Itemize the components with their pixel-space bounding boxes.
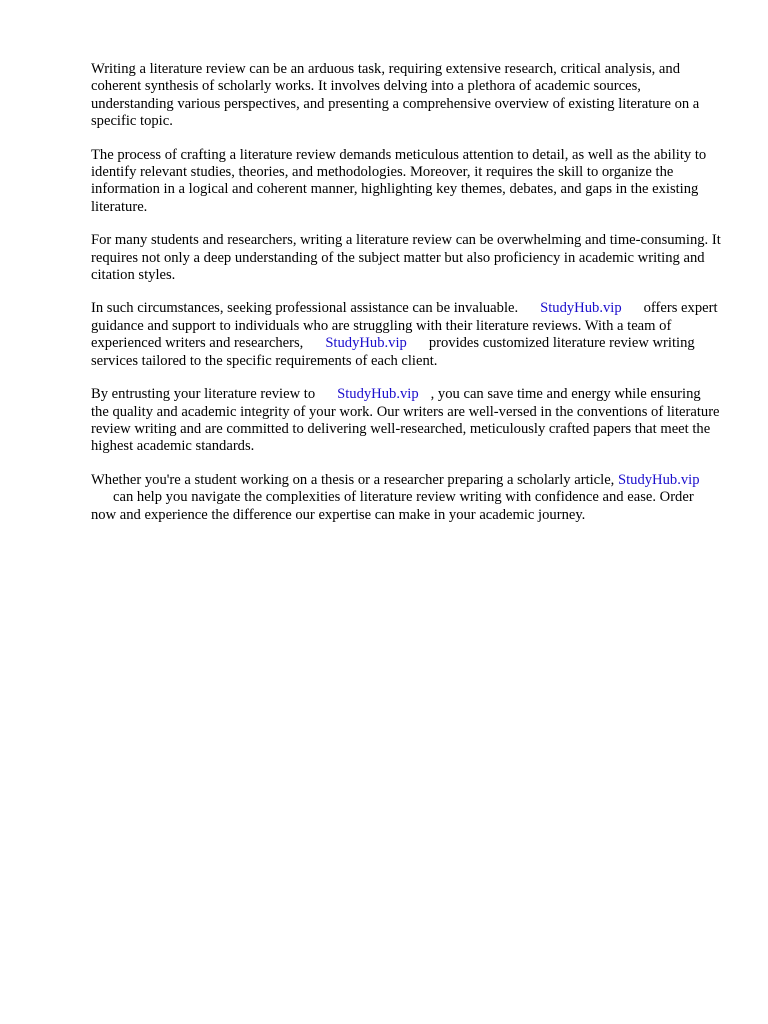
paragraph-text: By entrusting your literature review to	[91, 386, 316, 403]
paragraph-text: can help you navigate the complexities of literature review writing with confidence and ease. Order now and experience the difference our expertise can make in your academic journey.	[91, 489, 694, 523]
paragraph-text: provides customized literature review writing services tailored to the specific requirements of each client.	[91, 335, 695, 369]
paragraph-process: The process of crafting a literature review demands meticulous attention to detail, as well as the ability to identify relevant studies, theories, and methodologies. Moreover, it requires the skill to organize the information in a logical and coherent manner, highlighting key themes, debates, and gaps in the existing literature.	[91, 146, 707, 215]
paragraph-conclusion	[91, 472, 721, 524]
paragraph-text: Whether you're a student working on a thesis or a researcher preparing a scholarly article,	[91, 471, 615, 488]
studyhub-link[interactable]: StudyHub.vip	[540, 300, 622, 317]
studyhub-link[interactable]: StudyHub.vip	[337, 386, 419, 403]
paragraph-text: In such circumstances, seeking professional assistance can be invaluable.	[91, 300, 519, 317]
studyhub-link[interactable]: StudyHub.vip	[618, 471, 700, 488]
paragraph-intro: Writing a literature review can be an arduous task, requiring extensive research, critical analysis, and coherent synthesis of scholarly works. It involves delving into a plethora of academic sources, understanding various perspectives, and presenting a comprehensive overview of existing literature on a specific topic.	[91, 61, 700, 130]
paragraph-assistance	[91, 300, 721, 370]
paragraph-text: , you can save time and energy while ensuring the quality and academic integrity of your work. Our writers are well-versed in the conventions of literature review writing and are committed to delivering well-researched, meticulously crafted papers that meet the highest academic standards.	[91, 386, 720, 455]
paragraph-entrusting	[91, 386, 721, 456]
paragraph-text: offers expert guidance and support to individuals who are struggling with their literature reviews. With a team of experienced writers and researchers,	[91, 300, 718, 352]
document-body	[91, 61, 721, 540]
paragraph-challenges: For many students and researchers, writing a literature review can be overwhelming and time-consuming. It requires not only a deep understanding of the subject matter but also proficiency in academic writing and citation styles.	[91, 232, 721, 284]
studyhub-link[interactable]: StudyHub.vip	[325, 335, 407, 352]
